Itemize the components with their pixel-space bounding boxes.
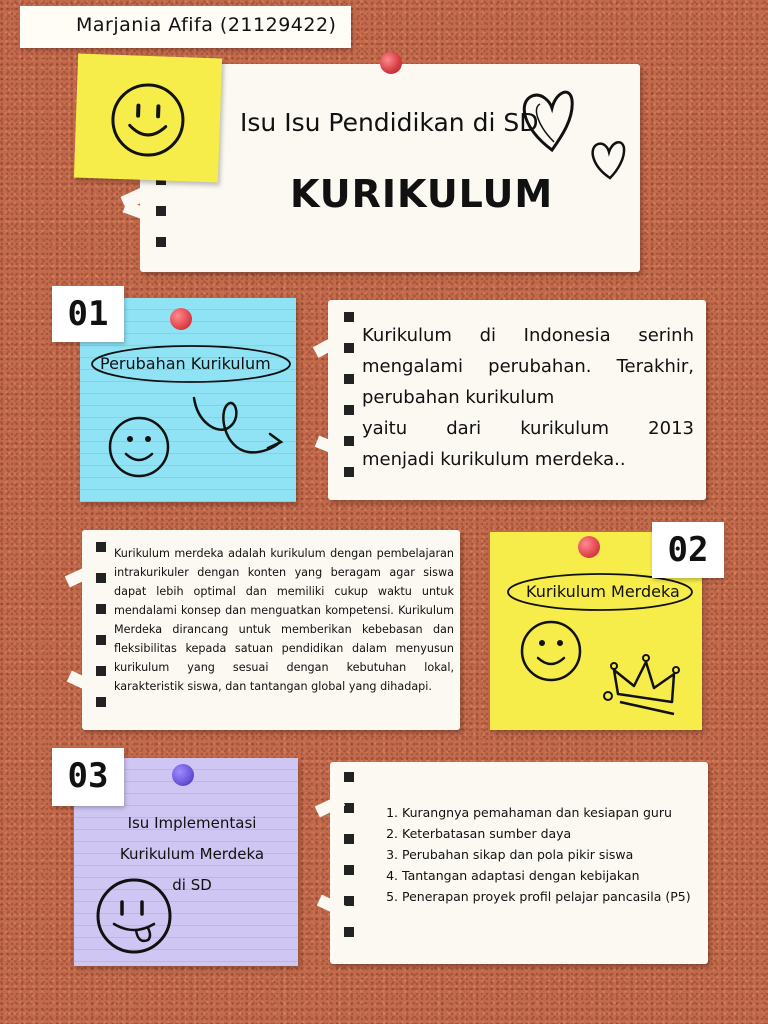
- binder-holes: [96, 542, 106, 728]
- text-line: menjadi kurikulum merdeka..: [362, 449, 626, 470]
- pushpin-icon: [172, 764, 194, 786]
- section3-card: [330, 762, 708, 964]
- label-line: di SD: [172, 876, 212, 894]
- text-line: perubahan kurikulum: [362, 387, 555, 408]
- section1-number: 01: [52, 286, 124, 342]
- section1-text: [362, 320, 694, 475]
- binder-holes: [344, 772, 354, 958]
- section3-number: 03: [52, 748, 124, 806]
- pushpin-icon: [578, 536, 600, 558]
- text-line: Kurikulum di Indonesia serinh: [362, 325, 694, 346]
- label-line: Isu Implementasi: [127, 814, 257, 832]
- section1-card: [328, 300, 706, 500]
- text-line: mengalami perubahan. Terakhir,: [362, 356, 694, 377]
- section2-label: Kurikulum Merdeka: [526, 582, 680, 601]
- author-name: Marjania Afifa (21129422): [76, 14, 337, 36]
- crown-icon: [602, 648, 692, 728]
- smiley-icon: [518, 618, 584, 684]
- list-item: 4. Tantangan adaptasi dengan kebijakan: [402, 865, 728, 886]
- sticky-note-yellow: [74, 54, 222, 183]
- page-title: KURIKULUM: [290, 172, 554, 216]
- binder-holes: [344, 312, 354, 498]
- list-item: 2. Keterbatasan sumber daya: [402, 823, 728, 844]
- section1-label: Perubahan Kurikulum: [100, 354, 271, 373]
- ellipse-outline: [88, 342, 298, 392]
- section2-text: Kurikulum merdeka adalah kurikulum dengan pembelajaran intrakurikuler dengan konten yang beragam agar siswa dapat lebih optimal dan memiliki cukup waktu untuk mendalami konsep dan menguatkan kompetensi. Kurikulum Merdeka dirancang untuk memberikan kebebasan dan fleksibilitas kepada satuan pendidikan dalam menyusun kurikulum yang sesuai dengan kebutuhan lokal, karakteristik siswa, dan tantangan global yang dihadapi.: [114, 547, 454, 693]
- list-item: 3. Perubahan sikap dan pola pikir siswa: [402, 844, 728, 865]
- text-line: yaitu dari kurikulum 2013: [362, 418, 694, 439]
- author-label: [20, 6, 351, 48]
- tongue-smiley-icon: [92, 876, 178, 956]
- section2-card: [82, 530, 460, 730]
- page-subtitle: Isu Isu Pendidikan di SD: [240, 108, 539, 137]
- issues-list: [376, 802, 728, 907]
- list-item: 1. Kurangnya pemahaman dan kesiapan guru: [402, 802, 728, 823]
- pushpin-icon: [380, 52, 402, 74]
- section2-number: 02: [652, 522, 724, 578]
- heart-icon: [512, 78, 632, 188]
- label-line: Kurikulum Merdeka: [119, 845, 265, 863]
- loop-arrow-icon: [188, 394, 288, 464]
- smiley-icon: [106, 414, 172, 480]
- pushpin-icon: [170, 308, 192, 330]
- smiley-icon: [107, 79, 190, 162]
- list-item: 5. Penerapan proyek profil pelajar pancasila (P5): [402, 886, 728, 907]
